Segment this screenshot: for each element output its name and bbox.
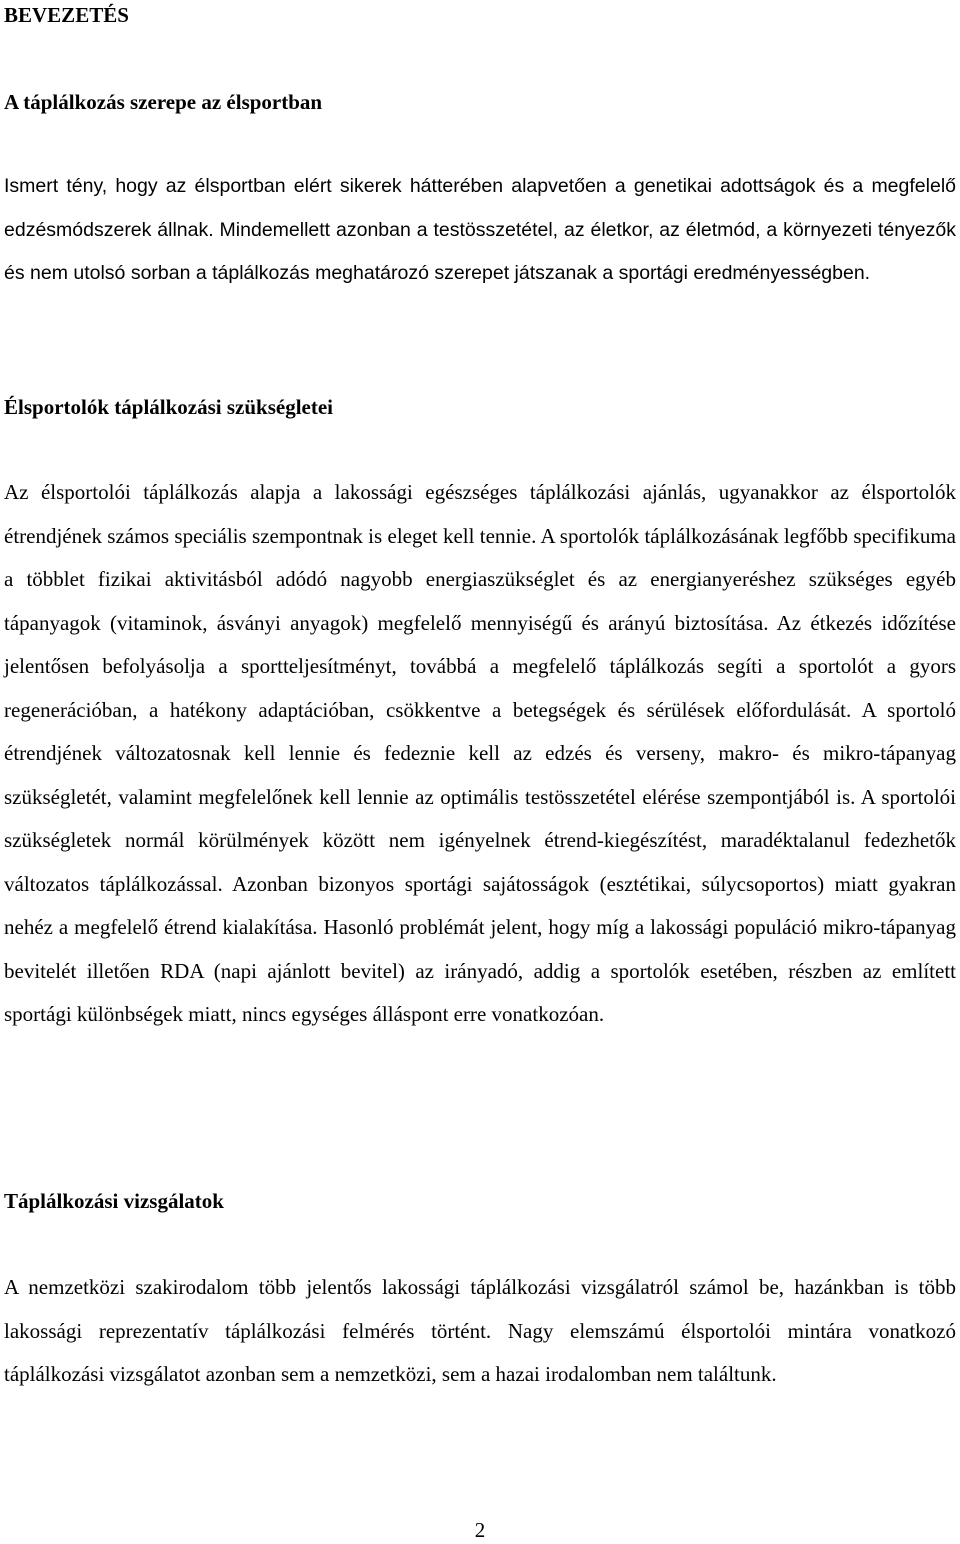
paragraph-athlete-needs: Az élsportolói táplálkozás alapja a lakossági egészséges táplálkozási ajánlás, ugyanakkor az élsportolók étrendjének számos speciális szempontnak is eleget kell tennie. A sportolók táplálkozásának legfőbb specifikuma a többlet fizikai aktivitásból adódó nagyobb energiaszükséglet és az energianyeréshez szükséges egyéb tápanyagok (vitaminok, ásványi anyagok) megfelelő mennyiségű és arányú biztosítása. Az étkezés időzítése jelentősen befolyásolja a sportteljesítményt, továbbá a megfelelő táplálkozás segíti a sportolót a gyors regenerációban, a hatékony adaptációban, csökkentve a betegségek és sérülések előfordulását. A sportoló étrendjének változatosnak kell lennie és fedeznie kell az edzés és verseny, makro- és mikro-tápanyag szükségletét, valamint megfelelőnek kell lennie az optimális testösszetétel elérése szempontjából is. A sportolói szükségletek normál körülmények között nem igényelnek étrend-kiegészítést, maradéktalanul fedezhetők változatos táplálkozással. Azonban bizonyos sportági sajátosságok (esztétikai, súlycsoportos) miatt gyakran nehéz a megfelelő étrend kialakítása. Hasonló problémát jelent, hogy míg a lakossági populáció mikro-tápanyag bevitelét illetően RDA (napi ajánlott bevitel) az irányadó, addig a sportolók esetében, részben az említett sportági különbségek miatt, nincs egységes álláspont erre vonatkozóan. bbox=[4, 480, 956, 1026]
section-heading-nutrition-role: A táplálkozás szerepe az élsportban bbox=[4, 90, 323, 114]
document-page bbox=[4, 0, 956, 1541]
section-heading-athlete-needs: Élsportolók táplálkozási szükségletei bbox=[4, 395, 334, 419]
document-title: BEVEZETÉS bbox=[4, 3, 129, 27]
paragraph-nutrition-studies: A nemzetközi szakirodalom több jelentős lakossági táplálkozási vizsgálatról számol be, hazánkban is több lakossági reprezentatív táplálkozási felmérés történt. Nagy elemszámú élsportolói mintára vonatkozó táplálkozási vizsgálatot azonban sem a nemzetközi, sem a hazai irodalomban nem találtunk. bbox=[4, 1275, 956, 1386]
section-heading-nutrition-studies: Táplálkozási vizsgálatok bbox=[4, 1189, 224, 1213]
paragraph-intro: Ismert tény, hogy az élsportban elért sikerek hátterében alapvetően a genetikai adottságok és a megfelelő edzésmódszerek állnak. Mindemellett azonban a testösszetétel, az életkor, az életmód, a környezeti tényezők és nem utolsó sorban a táplálkozás meghatározó szerepet játszanak a sportági eredményességben. bbox=[4, 175, 956, 284]
page-number: 2 bbox=[474, 1518, 486, 1542]
